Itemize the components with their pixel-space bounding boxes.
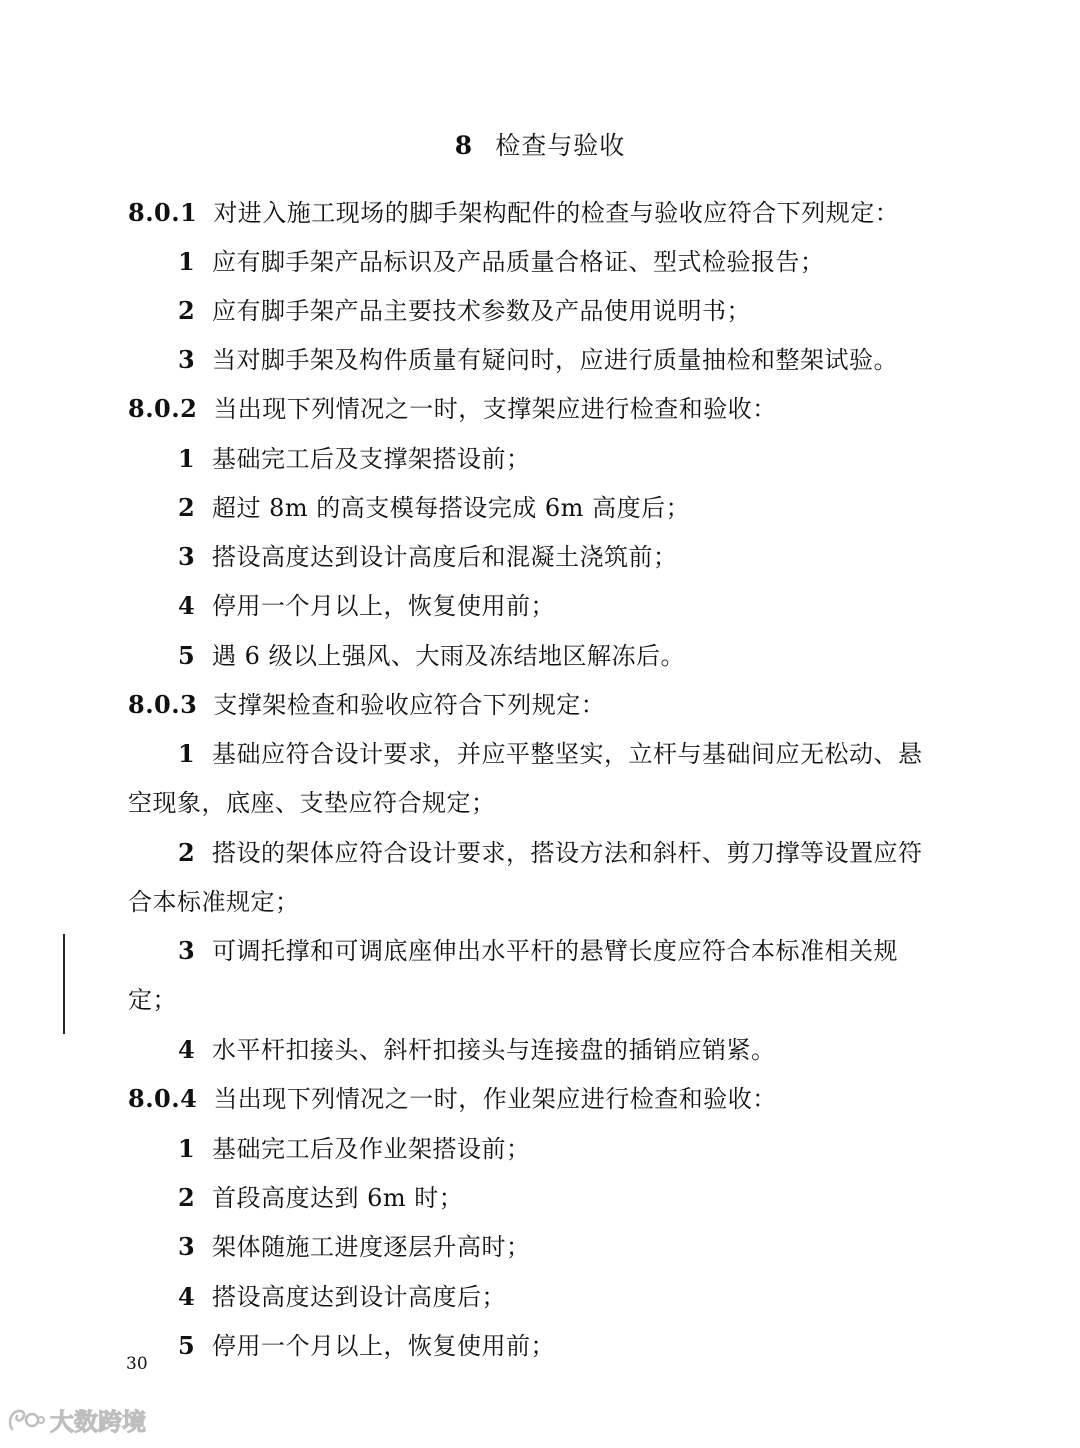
list-item: [178, 837, 923, 869]
item-number: 1: [178, 247, 196, 276]
item-number: 2: [178, 1183, 196, 1212]
revision-change-bar: [63, 934, 65, 1034]
item-text: 停用一个月以上，恢复使用前；: [212, 1332, 555, 1360]
section-number: 8.0.4: [128, 1084, 198, 1113]
item-number: 1: [178, 739, 196, 768]
item-text: 搭设高度达到设计高度后；: [212, 1283, 506, 1311]
item-text: 当对脚手架及构件质量有疑问时，应进行质量抽检和整架试验。: [212, 346, 898, 374]
list-item: [178, 1281, 506, 1313]
section-heading-8-0-3: [128, 689, 605, 721]
list-item-continuation: 定；: [128, 986, 177, 1014]
item-text: 搭设高度达到设计高度后和混凝土浇筑前；: [212, 543, 678, 571]
chapter-heading: [0, 126, 1080, 162]
list-item: [178, 295, 751, 327]
item-text: 基础应符合设计要求，并应平整坚实，立杆与基础间应无松动、悬: [212, 740, 923, 768]
section-text: 对进入施工现场的脚手架构配件的检查与验收应符合下列规定：: [213, 199, 900, 227]
item-number: 4: [178, 591, 196, 620]
list-item: [178, 344, 898, 376]
item-text: 遇 6 级以上强风、大雨及冻结地区解冻后。: [212, 642, 686, 670]
list-item: [178, 246, 825, 278]
item-number: 3: [178, 1232, 196, 1261]
chapter-title: 检查与验收: [495, 131, 626, 160]
list-item: [178, 1330, 555, 1362]
item-number: 2: [178, 838, 196, 867]
section-text: 当出现下列情况之一时，支撑架应进行检查和验收：: [213, 395, 777, 423]
list-item: [178, 1133, 531, 1165]
item-number: 5: [178, 641, 196, 670]
section-heading-8-0-1: [128, 197, 899, 229]
item-number: 4: [178, 1282, 196, 1311]
item-text: 超过 8m 的高支模每搭设完成 6m 高度后；: [212, 494, 691, 522]
item-text: 架体随施工进度逐层升高时；: [212, 1233, 531, 1261]
section-number: 8.0.2: [128, 394, 198, 423]
section-number: 8.0.3: [128, 690, 198, 719]
section-heading-8-0-4: [128, 1083, 777, 1115]
chapter-number: 8: [454, 131, 474, 160]
item-number: 5: [178, 1331, 196, 1360]
list-item: [178, 541, 678, 573]
watermark: [6, 1402, 146, 1437]
list-item: [178, 738, 923, 770]
item-number: 3: [178, 345, 196, 374]
section-text: 当出现下列情况之一时，作业架应进行检查和验收：: [213, 1085, 777, 1113]
list-item: [178, 1231, 531, 1263]
item-number: 4: [178, 1035, 196, 1064]
dashu-logo-icon: [6, 1405, 46, 1435]
item-text: 基础完工后及作业架搭设前；: [212, 1135, 531, 1163]
item-text: 水平杆扣接头、斜杆扣接头与连接盘的插销应销紧。: [212, 1036, 776, 1064]
list-item-continuation: 空现象，底座、支垫应符合规定；: [128, 789, 496, 817]
item-text: 基础完工后及支撑架搭设前；: [212, 445, 531, 473]
item-number: 2: [178, 493, 196, 522]
item-text: 停用一个月以上，恢复使用前；: [212, 592, 555, 620]
section-number: 8.0.1: [128, 198, 198, 227]
section-heading-8-0-2: [128, 393, 777, 425]
item-number: 3: [178, 936, 196, 965]
list-item: [178, 590, 555, 622]
section-text: 支撑架检查和验收应符合下列规定：: [213, 691, 606, 719]
list-item: [178, 640, 685, 672]
list-item: [178, 492, 690, 524]
item-number: 3: [178, 542, 196, 571]
list-item: [178, 1034, 776, 1066]
list-item: [178, 1182, 463, 1214]
list-item: [178, 935, 898, 967]
item-number: 1: [178, 444, 196, 473]
list-item: [178, 443, 531, 475]
item-number: 1: [178, 1134, 196, 1163]
item-text: 可调托撑和可调底座伸出水平杆的悬臂长度应符合本标准相关规: [212, 937, 898, 965]
item-text: 应有脚手架产品主要技术参数及产品使用说明书；: [212, 297, 751, 325]
item-text: 应有脚手架产品标识及产品质量合格证、型式检验报告；: [212, 248, 825, 276]
item-number: 2: [178, 296, 196, 325]
page-number: 30: [126, 1354, 148, 1374]
item-text: 首段高度达到 6m 时；: [212, 1184, 464, 1212]
item-text: 搭设的架体应符合设计要求，搭设方法和斜杆、剪刀撑等设置应符: [212, 839, 923, 867]
list-item-continuation: 合本标准规定；: [128, 888, 300, 916]
watermark-text: 大数跨境: [50, 1408, 146, 1436]
